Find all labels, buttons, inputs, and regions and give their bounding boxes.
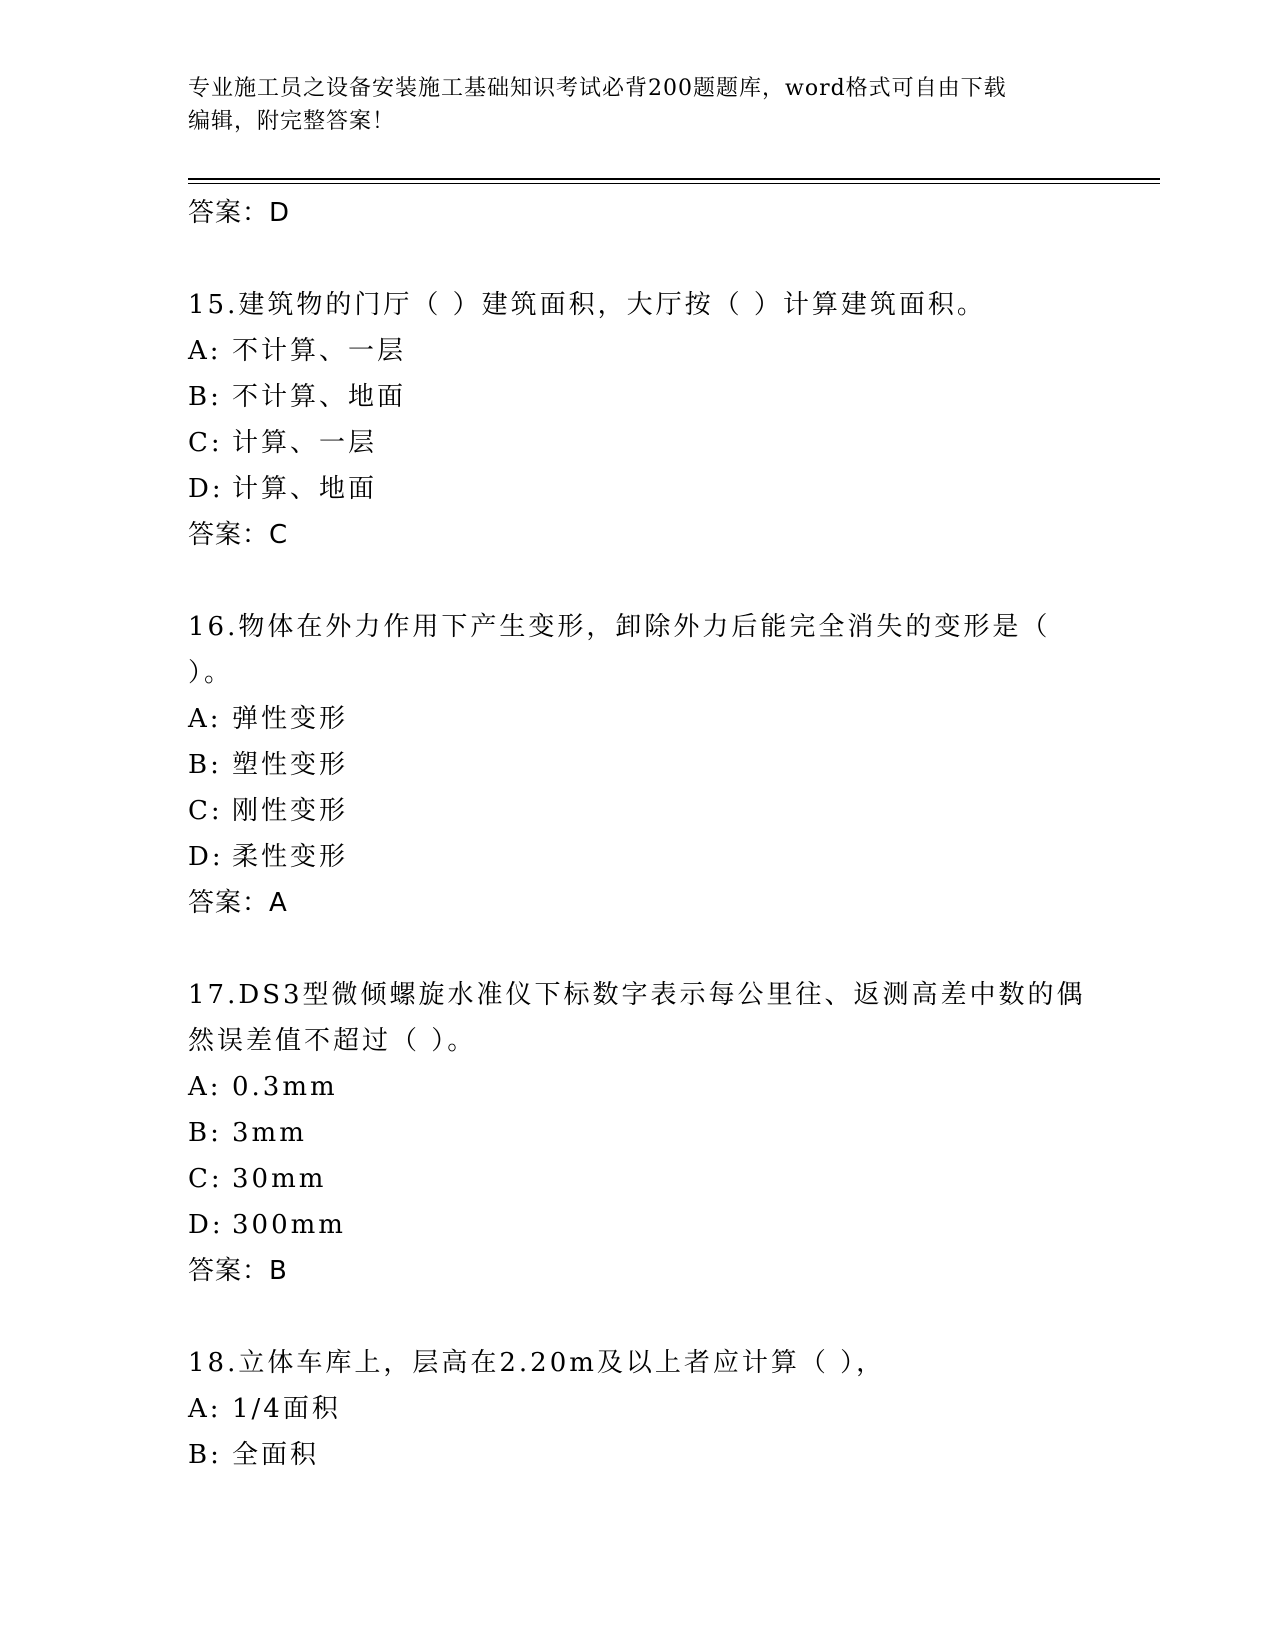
header-line-1: 专业施工员之设备安装施工基础知识考试必背200题题库，word格式可自由下载 [188, 76, 1007, 101]
document-header [188, 72, 1068, 138]
option-key: A: [188, 704, 222, 734]
option-key: D: [188, 842, 224, 872]
option-d [188, 466, 1088, 512]
option-text: 300mm [232, 1210, 346, 1240]
option-key: D: [188, 474, 224, 504]
option-c [188, 1156, 1088, 1202]
option-text: 计算、一层 [232, 428, 378, 458]
option-d [188, 834, 1088, 880]
option-key: A: [188, 1072, 222, 1102]
option-a [188, 1386, 1088, 1432]
header-line-2: 编辑，附完整答案！ [188, 109, 396, 134]
question-18 [188, 1340, 1088, 1478]
option-b [188, 374, 1088, 420]
option-key: B: [188, 750, 222, 780]
option-text: 柔性变形 [232, 842, 349, 872]
option-key: B: [188, 1440, 222, 1470]
previous-answer: 答案：D [188, 198, 291, 228]
option-key: A: [188, 336, 222, 366]
header-divider-thin [188, 183, 1160, 184]
option-text: 全面积 [232, 1440, 320, 1470]
answer-line: 答案：A [188, 888, 288, 918]
answer-line: 答案：C [188, 520, 289, 550]
option-a [188, 1064, 1088, 1110]
option-text: 弹性变形 [232, 704, 349, 734]
option-text: 塑性变形 [232, 750, 349, 780]
option-text: 不计算、地面 [232, 382, 407, 412]
option-key: D: [188, 1210, 224, 1240]
question-stem: 16.物体在外力作用下产生变形，卸除外力后能完全消失的变形是（ [188, 612, 1051, 642]
option-c [188, 420, 1088, 466]
question-list [188, 190, 1088, 1478]
question-stem: 17.DS3型微倾螺旋水准仪下标数字表示每公里往、返测高差中数的偶 [188, 980, 1086, 1010]
option-d [188, 1202, 1088, 1248]
option-b [188, 1432, 1088, 1478]
option-c [188, 788, 1088, 834]
option-a [188, 328, 1088, 374]
option-text: 不计算、一层 [232, 336, 407, 366]
option-text: 0.3mm [232, 1072, 338, 1102]
option-a [188, 696, 1088, 742]
option-text: 计算、地面 [232, 474, 378, 504]
question-17 [188, 972, 1088, 1294]
option-key: C: [188, 796, 223, 826]
question-16 [188, 604, 1088, 926]
option-key: C: [188, 428, 223, 458]
option-key: C: [188, 1164, 223, 1194]
option-key: A: [188, 1394, 222, 1424]
option-key: B: [188, 382, 222, 412]
option-text: 3mm [232, 1118, 307, 1148]
option-text: 刚性变形 [232, 796, 349, 826]
option-b [188, 1110, 1088, 1156]
option-b [188, 742, 1088, 788]
header-divider [188, 178, 1160, 180]
question-stem: 18.立体车库上，层高在2.20m及以上者应计算（ ）， [188, 1348, 886, 1378]
option-key: B: [188, 1118, 222, 1148]
option-text: 30mm [232, 1164, 327, 1194]
option-text: 1/4面积 [232, 1394, 341, 1424]
question-stem-continued: ）。 [188, 658, 234, 688]
question-15 [188, 282, 1088, 558]
question-stem-continued: 然误差值不超过（ ）。 [188, 1026, 477, 1056]
question-stem: 15.建筑物的门厅（ ）建筑面积，大厅按（ ）计算建筑面积。 [188, 290, 986, 320]
answer-line: 答案：B [188, 1256, 288, 1286]
